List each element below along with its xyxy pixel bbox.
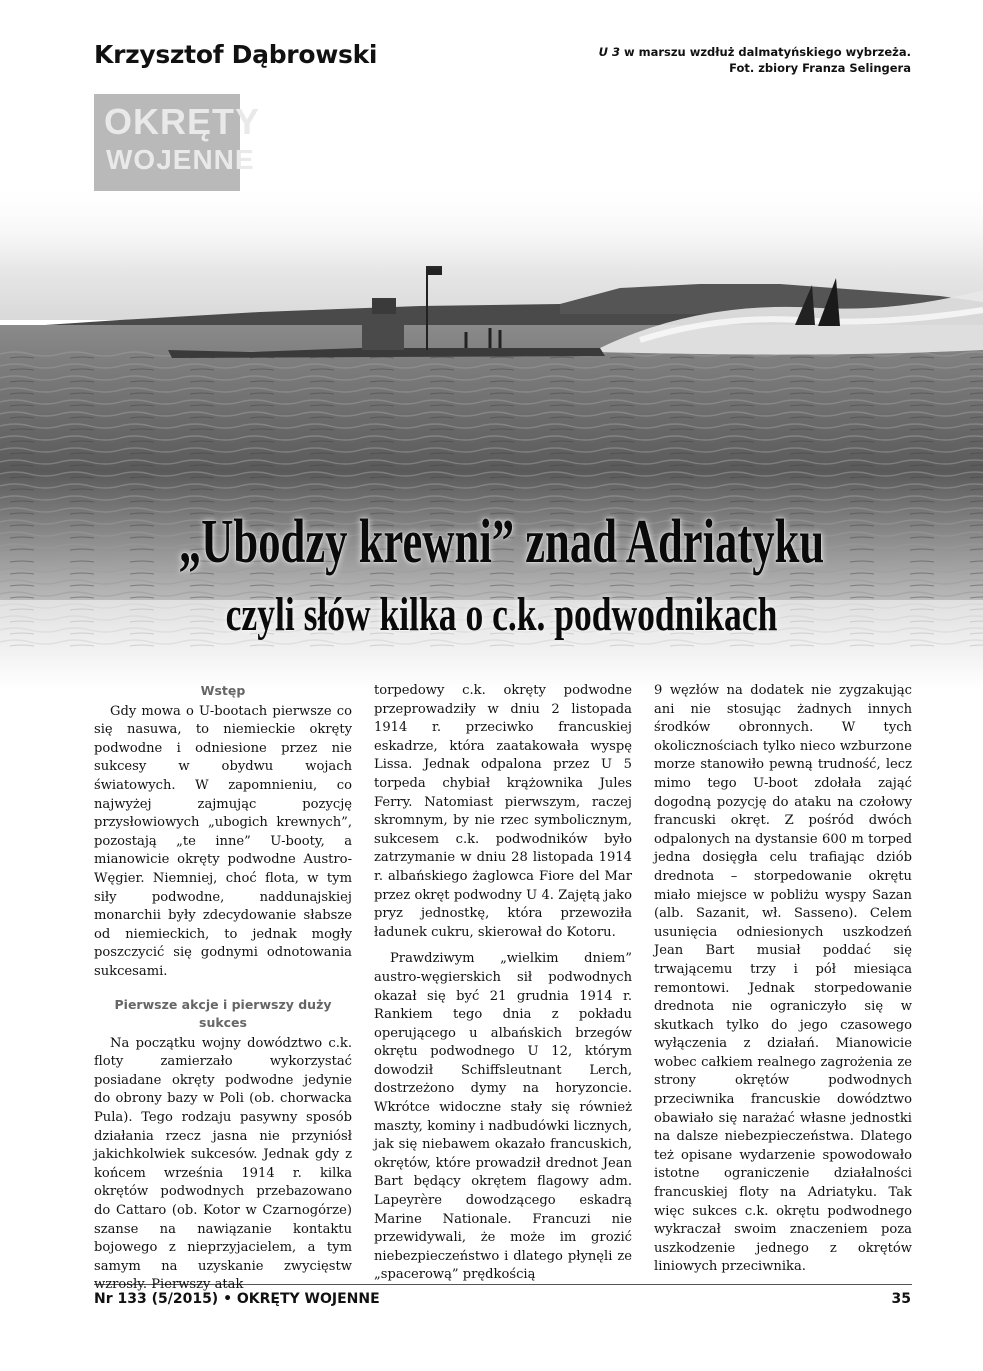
paragraph: 9 węzłów na dodatek nie zygzakując ani nie stosując żadnych innych środków obronnych. W tych okolicznościach tylko nieco wzburzone morze stanowiło pewną trudność, lecz mimo tego U-boot zdołała zająć dogodną pozycję do ataku na czołowy francuski okręt. Z pośród dwóch odpalonych na dystansie 600 m torped jedna dosięgła celu trafiając dziób drednota – storpedowanie okrętu miało miejsce w pobliżu wyspy Sazan (alb. Sazanit, wł. Sasseno). Celem usunięcia odniesionych uszkodzeń Jean Bart musiał poddać się trwającemu trzy i pół miesiąca remontowi. Jednak storpedowanie drednota nie ograniczyło się w skutkach tylko do jego czasowego wyłączenia z działań. Mianowicie wobec całkiem realnego zagrożenia ze strony okrętów podwodnych przeciwnika francuskie dowództwo obawiało się narażać własne jednostki na dalsze niebezpieczeństwa. Dlatego też opisane wydarzenie spowodowało istotne ograniczenie działalności francuskiej floty na Adriatyku. Tak więc sukces c.k. okrętu podwodnego wykraczał swoim znaczeniem poza uszkodzenie jednego z okrętów liniowych przeciwnika.	[654, 683, 912, 1275]
caption-credit: Fot. zbiory Franza Selingera	[729, 61, 911, 75]
text-column-3	[654, 682, 912, 1277]
paragraph: Gdy mowa o U-bootach pierwsze co się nasuwa, to niemieckie okręty podwodne i odniesione przez nie sukcesy w obydwu wojach światowych. W zapomnieniu, co najwyżej zajmując pozycję przysłowiowych „ubogich krewnych”, pozostają „te inne” U-booty, a mianowicie okręty podwodne Austro-Węgier. Niemniej, choć flota, w tym siły podwodne, naddunajskiej monarchii były zdecydowanie słabsze od niemieckich, to jednak mogły poszczycić się godnymi odnotowania sukcesami.	[94, 703, 352, 979]
text-column-2	[374, 682, 632, 1285]
photo-caption	[551, 44, 911, 76]
text-column-1	[94, 682, 352, 1295]
caption-text: w marszu wzdłuż dalmatyńskiego wybrzeża.	[619, 45, 911, 59]
article-title-block	[0, 500, 983, 646]
article-title: „Ubodzy krewni” znad Adriatyku	[178, 508, 825, 576]
caption-vessel-name: U 3	[598, 45, 620, 59]
section-heading-intro: Wstęp	[200, 683, 246, 698]
page-number: 35	[891, 1291, 911, 1307]
logo-line-2: WOJENNE	[106, 144, 255, 175]
footer-issue: Nr 133 (5/2015) • OKRĘTY WOJENNE	[94, 1291, 380, 1307]
paragraph: Prawdziwym „wielkim dniem” austro-węgierskich sił podwodnych okazał się być 21 grudnia 1914 r. Rankiem tego dnia z pokładu operującego u albańskich brzegów okrętu podwodnego U 12, którym dowodził Schiffsleutnant Lerch, dostrzeżono dymy na horyzoncie. Wkrótce widoczne stały się również maszty, kominy i nadbudówki licznych, jak się niebawem okazało francuskich, okrętów, które prowadził drednot Jean Bart będący okrętem flagowy adm. Lapeyrère dowodzącego eskadrą Marine Nationale. Francuzi nie przewidywali, że może im grozić niebezpieczeństwo i dlatego płynęli ze „spacerową” prędkością	[374, 951, 632, 1283]
magazine-section-logo	[94, 94, 261, 191]
logo-line-1: OKRĘTY	[104, 101, 261, 142]
paragraph: torpedowy c.k. okręty podwodne przeprowadziły w dniu 2 listopada 1914 r. przeciwko francuskiej eskadrze, która zaatakowała wyspę Lissa. Jednak odpalona przez U 5 torpeda chybiał krążownika Jules Ferry. Natomiast pierwszym, raczej skromnym, by nie rzec symbolicznym, sukcesem c.k. podwodników było zatrzymanie w dniu 28 listopada 1914 r. albańskiego żaglowca Fiore del Mar przez okręt podwodny U 4. Zajętą jako pryz jednostkę, która przewoziła ładunek cukru, skierował do Kotoru.	[374, 683, 632, 940]
paragraph: Na początku wojny dowództwo c.k. floty zamierzało wykorzystać posiadane okręty podwodne jedynie do obrony bazy w Poli (ob. chorwacka Pula). Tego rodzaju pasywny sposób działania rzecz jasna nie przyniósł jakichkolwiek sukcesów. Jednak gdy z końcem września 1914 r. kilka okrętów podwodnych przebazowano do Cattaro (ob. Kotor w Czarnogórze) szanse na nawiązanie kontaktu bojowego z nieprzyjacielem, a tym samym na uzyskanie zwycięstw wzrosły. Pierwszy atak	[94, 1035, 352, 1293]
section-heading-first-actions: Pierwsze akcje i pierwszy duży sukces	[114, 996, 332, 1031]
author-name: Krzysztof Dąbrowski	[94, 40, 378, 69]
caption-line-1	[551, 44, 911, 60]
article-subtitle: czyli słów kilka o c.k. podwodnikach	[225, 588, 778, 641]
